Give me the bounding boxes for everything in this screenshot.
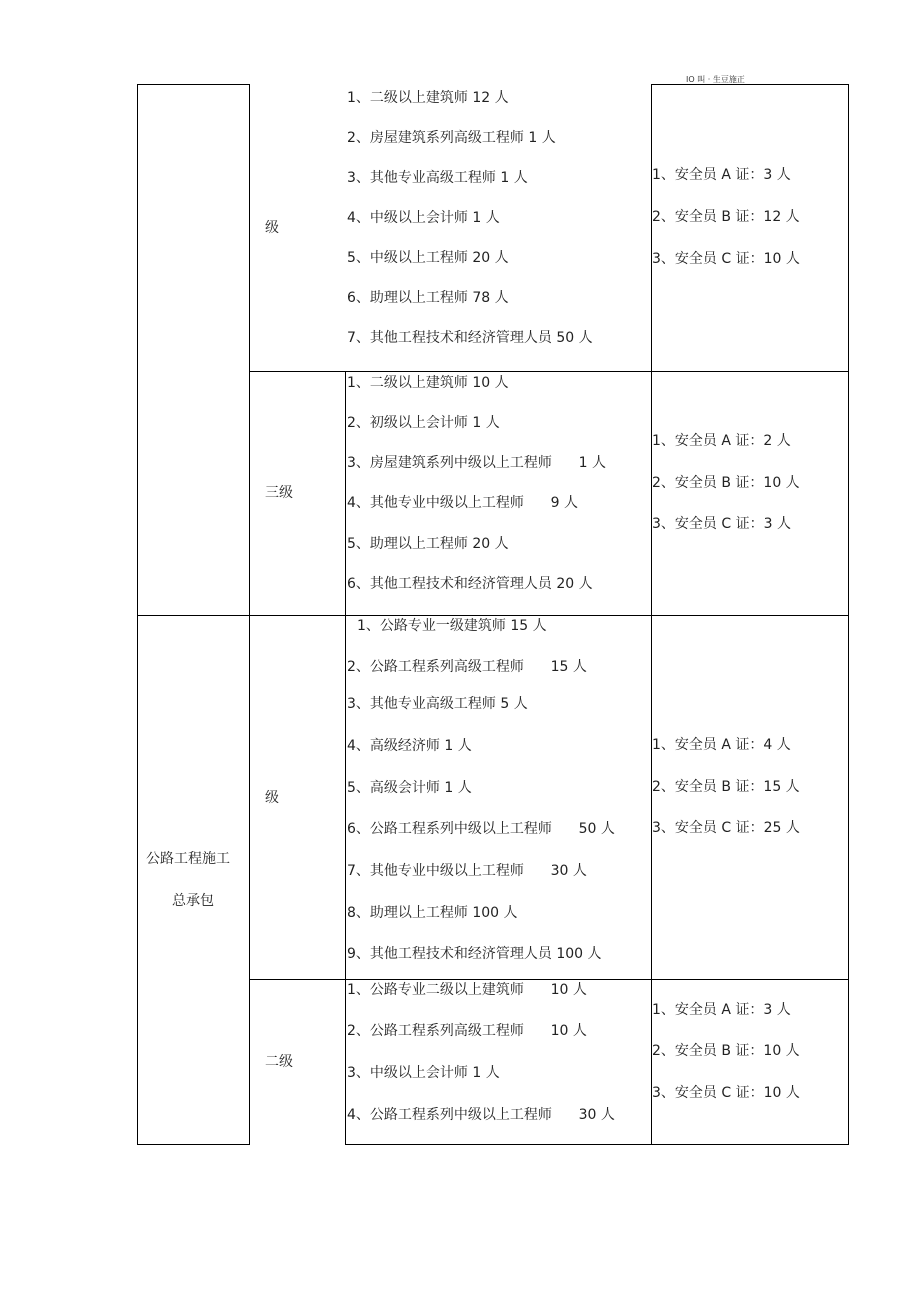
staff-item: 8、助理以上工程师 100 人 (347, 905, 518, 921)
level-label: 二级 (265, 1054, 293, 1070)
safety-cert-item: 2、安全员 B 证：10 人 (652, 1043, 800, 1059)
staff-item: 1、二级以上建筑师 10 人 (347, 375, 509, 391)
safety-cert-item: 3、安全员 C 证：3 人 (652, 516, 791, 532)
staff-item: 5、中级以上工程师 20 人 (347, 250, 509, 266)
table-border (848, 84, 849, 1145)
staff-item: 2、房屋建筑系列高级工程师 1 人 (347, 130, 556, 146)
staff-item: 5、高级会计师 1 人 (347, 780, 472, 796)
table-border (137, 1144, 249, 1145)
page-header: IO 叫 · 生豆施正 (686, 75, 745, 84)
safety-cert-item: 3、安全员 C 证：10 人 (652, 251, 800, 267)
table-border (137, 84, 249, 85)
table-divider (345, 371, 346, 1145)
staff-item: 4、中级以上会计师 1 人 (347, 210, 500, 226)
safety-cert-item: 1、安全员 A 证：3 人 (652, 1002, 791, 1018)
level-label: 级 (265, 790, 279, 806)
safety-cert-item: 3、安全员 C 证：10 人 (652, 1085, 800, 1101)
safety-cert-item: 2、安全员 B 证：15 人 (652, 779, 800, 795)
table-border (345, 1144, 848, 1145)
safety-cert-item: 2、安全员 B 证：12 人 (652, 209, 800, 225)
table-divider (651, 84, 652, 1145)
safety-cert-item: 1、安全员 A 证：3 人 (652, 167, 791, 183)
staff-item: 7、其他专业中级以上工程师 30 人 (347, 863, 587, 879)
safety-cert-item: 1、安全员 A 证：2 人 (652, 433, 791, 449)
safety-cert-item: 3、安全员 C 证：25 人 (652, 820, 800, 836)
staff-item: 1、公路专业二级以上建筑师 10 人 (347, 982, 587, 998)
staff-item: 4、高级经济师 1 人 (347, 738, 472, 754)
staff-item: 7、其他工程技术和经济管理人员 50 人 (347, 330, 593, 346)
table-divider (249, 84, 250, 1145)
table-divider (137, 615, 848, 616)
table-divider (249, 979, 848, 980)
staff-item: 3、其他专业高级工程师 5 人 (347, 696, 528, 712)
staff-item: 6、其他工程技术和经济管理人员 20 人 (347, 576, 593, 592)
safety-cert-item: 1、安全员 A 证：4 人 (652, 737, 791, 753)
staff-item: 6、助理以上工程师 78 人 (347, 290, 509, 306)
staff-item: 3、中级以上会计师 1 人 (347, 1065, 500, 1081)
staff-item: 6、公路工程系列中级以上工程师 50 人 (347, 821, 615, 837)
category-label: 总承包 (172, 893, 214, 909)
staff-item: 2、公路工程系列高级工程师 10 人 (347, 1023, 587, 1039)
category-label: 公路工程施工 (146, 851, 230, 867)
staff-item: 1、公路专业一级建筑师 15 人 (357, 618, 547, 634)
staff-item: 9、其他工程技术和经济管理人员 100 人 (347, 946, 602, 962)
staff-item: 3、其他专业高级工程师 1 人 (347, 170, 528, 186)
staff-item: 4、其他专业中级以上工程师 9 人 (347, 495, 578, 511)
table-divider (249, 371, 848, 372)
level-label: 级 (265, 220, 279, 236)
staff-item: 5、助理以上工程师 20 人 (347, 536, 509, 552)
staff-item: 3、房屋建筑系列中级以上工程师 1 人 (347, 455, 606, 471)
staff-item: 2、公路工程系列高级工程师 15 人 (347, 659, 587, 675)
staff-item: 1、二级以上建筑师 12 人 (347, 90, 509, 106)
staff-item: 4、公路工程系列中级以上工程师 30 人 (347, 1107, 615, 1123)
table-border (651, 84, 848, 85)
level-label: 三级 (265, 485, 293, 501)
safety-cert-item: 2、安全员 B 证：10 人 (652, 475, 800, 491)
staff-item: 2、初级以上会计师 1 人 (347, 415, 500, 431)
table-border (137, 84, 138, 1145)
